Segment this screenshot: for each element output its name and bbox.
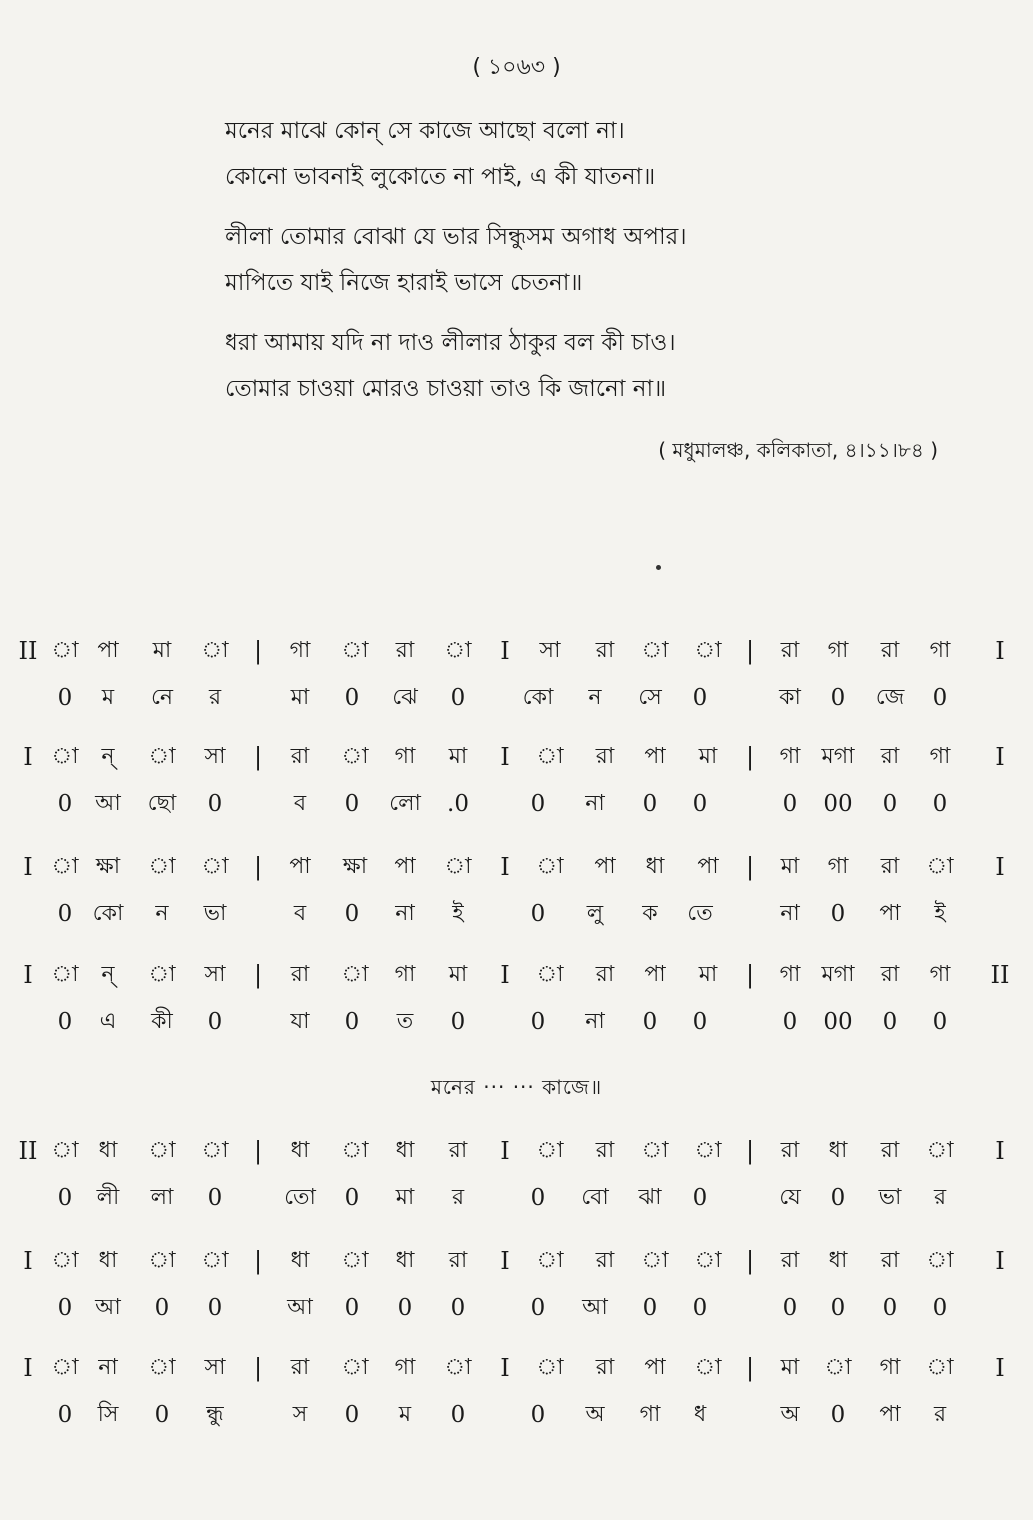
lyric-line: মনের মাঝে কোন্ সে কাজে আছো বলো না। <box>225 118 625 144</box>
swara-note: া <box>51 1355 79 1380</box>
bar-line: I <box>23 853 33 881</box>
swara-note: া <box>341 1248 369 1273</box>
source-citation: ( মধুমালঞ্চ, কলিকাতা, ৪।১১।৮৪ ) <box>658 438 938 462</box>
swara-note: া <box>148 1355 176 1380</box>
bani-syllable: র <box>933 1402 947 1427</box>
bar-line: II <box>18 637 38 665</box>
swara-note: া <box>926 1138 954 1163</box>
swara-note: গা <box>929 744 951 769</box>
bani-syllable: 0 <box>830 1402 846 1428</box>
swara-note: ধা <box>395 1248 415 1273</box>
bani-syllable: স <box>292 1402 308 1427</box>
bani-syllable: 0 <box>530 901 546 927</box>
swara-note: া <box>341 1138 369 1163</box>
swara-note: া <box>444 854 472 879</box>
bani-syllable: 0 <box>530 1009 546 1035</box>
bar-line: I <box>500 853 510 881</box>
bani-syllable: লো <box>389 791 421 816</box>
swara-note: রা <box>780 1248 800 1273</box>
bani-syllable: এ <box>99 1009 117 1034</box>
bar-line: | <box>745 961 755 989</box>
bani-syllable: আ <box>95 1295 121 1320</box>
bani-syllable: কো <box>92 901 124 926</box>
bani-syllable: 0 <box>57 901 73 927</box>
swara-note: ধা <box>290 1248 310 1273</box>
bani-syllable: 0 <box>344 685 360 711</box>
swara-note: রা <box>880 744 900 769</box>
swara-note: গা <box>929 638 951 663</box>
swara-note: রা <box>880 1248 900 1273</box>
bani-syllable: ক <box>642 901 658 926</box>
bani-syllable: 0 <box>57 1295 73 1321</box>
bani-syllable: 0 <box>207 1009 223 1035</box>
swara-row <box>0 960 1033 990</box>
swara-note: রা <box>595 744 615 769</box>
swara-note: পা <box>644 744 666 769</box>
swara-note: া <box>148 854 176 879</box>
swara-note: ন্ <box>101 744 115 769</box>
bani-syllable: 0 <box>57 1009 73 1035</box>
bani-syllable: 0 <box>782 1009 798 1035</box>
bani-syllable: কী <box>151 1009 173 1034</box>
swara-note: মগা <box>821 744 855 769</box>
bar-line: I <box>500 961 510 989</box>
bani-syllable: 0 <box>344 901 360 927</box>
bani-syllable: 0 <box>692 1185 708 1211</box>
swara-note: না <box>98 1355 118 1380</box>
bani-syllable: কো <box>522 685 554 710</box>
bani-syllable: যা <box>290 1009 310 1034</box>
swara-note: া <box>536 854 564 879</box>
bani-row <box>0 789 1033 819</box>
bani-syllable: 0 <box>932 791 948 817</box>
bani-syllable: 0 <box>397 1295 413 1321</box>
bani-syllable: মা <box>395 1185 415 1210</box>
lyric-line: লীলা তোমার বোঝা যে ভার সিন্ধুসম অগাধ অপার। <box>225 224 687 250</box>
swara-note: ক্ষা <box>95 854 121 879</box>
bani-syllable: 0 <box>692 1295 708 1321</box>
bar-line: II <box>18 1137 38 1165</box>
ornament-dot <box>656 565 661 570</box>
bani-syllable: ন <box>588 685 602 710</box>
swara-note: পা <box>594 854 616 879</box>
swara-note: মগা <box>821 962 855 987</box>
bani-syllable: ভা <box>878 1185 902 1210</box>
swara-note: ধা <box>395 1138 415 1163</box>
swara-note: া <box>51 962 79 987</box>
swara-note: রা <box>595 962 615 987</box>
bar-line: I <box>995 743 1005 771</box>
swara-row <box>0 1246 1033 1276</box>
bani-syllable: ধ <box>693 1402 707 1427</box>
bani-syllable: 0 <box>344 1009 360 1035</box>
swara-note: মা <box>152 638 172 663</box>
bani-syllable: 0 <box>932 685 948 711</box>
swara-note: পা <box>394 854 416 879</box>
swara-row <box>0 742 1033 772</box>
bani-syllable: না <box>585 791 605 816</box>
bar-line: | <box>253 1137 263 1165</box>
swara-note: ধা <box>645 854 665 879</box>
bani-syllable: 0 <box>57 685 73 711</box>
bani-syllable: অ <box>585 1402 605 1427</box>
swara-note: া <box>341 1355 369 1380</box>
bani-syllable: ন <box>155 901 169 926</box>
bar-line: I <box>23 961 33 989</box>
swara-note: রা <box>595 1248 615 1273</box>
swara-note: রা <box>595 638 615 663</box>
swara-note: রা <box>780 638 800 663</box>
swara-note: মা <box>448 744 468 769</box>
bar-line: | <box>253 743 263 771</box>
bani-row <box>0 1183 1033 1213</box>
swara-note: গা <box>929 962 951 987</box>
bani-syllable: 0 <box>782 1295 798 1321</box>
bar-line: | <box>253 637 263 665</box>
bar-line: | <box>253 1354 263 1382</box>
bani-syllable: সে <box>638 685 662 710</box>
swara-note: পা <box>97 638 119 663</box>
swara-note: া <box>926 1355 954 1380</box>
swara-note: ন্ <box>101 962 115 987</box>
bani-syllable: ভা <box>203 901 227 926</box>
bani-syllable: নে <box>150 685 174 710</box>
swara-note: রা <box>595 1138 615 1163</box>
swara-note: া <box>341 744 369 769</box>
bar-line: | <box>253 961 263 989</box>
bani-syllable: না <box>395 901 415 926</box>
bani-syllable: আ <box>287 1295 313 1320</box>
bar-line: I <box>995 637 1005 665</box>
bar-line: | <box>745 1354 755 1382</box>
bani-syllable: 0 <box>932 1295 948 1321</box>
bani-syllable: ছো <box>147 791 177 816</box>
refrain-marker: মনের ··· ··· কাজে॥ <box>430 1075 603 1099</box>
swara-note: া <box>51 854 79 879</box>
lyric-line: ধরা আমায় যদি না দাও লীলার ঠাকুর বল কী চাও। <box>225 330 676 356</box>
bani-row <box>0 899 1033 929</box>
swara-note: রা <box>448 1138 468 1163</box>
swara-note: ধা <box>828 1248 848 1273</box>
swara-note: ধা <box>290 1138 310 1163</box>
bani-syllable: গা <box>639 1402 661 1427</box>
bani-syllable: 0 <box>882 791 898 817</box>
swara-note: া <box>341 962 369 987</box>
bani-syllable: ই <box>452 901 464 926</box>
lyric-stanza <box>225 108 687 200</box>
page-number: ( ১০৬৩ ) <box>472 55 561 80</box>
bani-syllable: ম <box>398 1402 412 1427</box>
bani-syllable: ই <box>934 901 946 926</box>
swara-note: া <box>341 638 369 663</box>
swara-row <box>0 636 1033 666</box>
bani-syllable: লা <box>150 1185 174 1210</box>
bani-syllable: 0 <box>530 1295 546 1321</box>
bani-syllable: 0 <box>642 1009 658 1035</box>
bani-syllable: 0 <box>207 1295 223 1321</box>
bani-syllable: 0 <box>57 791 73 817</box>
lyric-stanza <box>225 320 687 412</box>
bar-line: I <box>23 1247 33 1275</box>
bani-syllable: পা <box>879 901 901 926</box>
swara-note: রা <box>290 744 310 769</box>
bani-syllable: যে <box>779 1185 801 1210</box>
bani-syllable: জে <box>875 685 905 710</box>
bani-syllable: তো <box>284 1185 316 1210</box>
bani-syllable: ম <box>101 685 115 710</box>
bani-syllable: ব <box>293 791 307 816</box>
bani-syllable: 0 <box>782 791 798 817</box>
bani-syllable: 0 <box>882 1009 898 1035</box>
swara-note: রা <box>880 638 900 663</box>
bani-syllable: ত <box>396 1009 414 1034</box>
bar-line: I <box>995 1247 1005 1275</box>
bar-line: I <box>500 743 510 771</box>
bani-syllable: না <box>585 1009 605 1034</box>
swara-note: া <box>926 1248 954 1273</box>
swara-note: া <box>641 1138 669 1163</box>
bani-syllable: বো <box>581 1185 609 1210</box>
swara-note: গা <box>394 744 416 769</box>
swara-note: ধা <box>98 1138 118 1163</box>
swara-note: া <box>694 1138 722 1163</box>
swara-note: া <box>536 1248 564 1273</box>
swara-note: া <box>201 1248 229 1273</box>
swara-note: মা <box>780 854 800 879</box>
bani-syllable: মা <box>290 685 310 710</box>
swara-note: া <box>444 638 472 663</box>
bani-syllable: 0 <box>450 1402 466 1428</box>
bar-line: I <box>995 1354 1005 1382</box>
swara-note: সা <box>204 962 226 987</box>
bani-syllable: 0 <box>830 1185 846 1211</box>
swara-note: া <box>536 744 564 769</box>
swara-note: রা <box>290 962 310 987</box>
bani-syllable: আ <box>582 1295 608 1320</box>
bani-syllable: র <box>451 1185 465 1210</box>
swara-note: া <box>926 854 954 879</box>
swara-note: া <box>201 1138 229 1163</box>
bani-syllable: 0 <box>344 1185 360 1211</box>
bani-syllable: 0 <box>692 791 708 817</box>
bar-line: I <box>500 1137 510 1165</box>
bani-syllable: 0 <box>830 1295 846 1321</box>
swara-note: া <box>694 1355 722 1380</box>
bani-syllable: 0 <box>450 1295 466 1321</box>
bar-line: I <box>500 637 510 665</box>
lyrics-block <box>225 108 687 426</box>
bani-syllable: 0 <box>450 1009 466 1035</box>
bani-syllable: 0 <box>642 1295 658 1321</box>
bar-line: II <box>990 961 1010 989</box>
bar-line: I <box>995 1137 1005 1165</box>
swara-note: গা <box>827 854 849 879</box>
bani-syllable: না <box>780 901 800 926</box>
swara-row <box>0 1136 1033 1166</box>
bani-syllable: 0 <box>932 1009 948 1035</box>
swara-note: রা <box>780 1138 800 1163</box>
bar-line: | <box>253 1247 263 1275</box>
bar-line: | <box>745 853 755 881</box>
swara-note: া <box>51 1138 79 1163</box>
swara-note: া <box>148 1248 176 1273</box>
bani-syllable: 00 <box>823 1009 853 1035</box>
bani-syllable: 0 <box>830 685 846 711</box>
lyric-stanza <box>225 214 687 306</box>
bani-syllable: 0 <box>57 1402 73 1428</box>
swara-note: মা <box>698 962 718 987</box>
swara-note: রা <box>290 1355 310 1380</box>
swara-note: মা <box>448 962 468 987</box>
swara-note: া <box>694 1248 722 1273</box>
lyric-line: তোমার চাওয়া মোরও চাওয়া তাও কি জানো না॥ <box>225 376 667 402</box>
swara-note: া <box>694 638 722 663</box>
swara-note: রা <box>595 1355 615 1380</box>
bani-syllable: 0 <box>344 1402 360 1428</box>
bani-syllable: 0 <box>450 685 466 711</box>
bani-syllable: 0 <box>154 1295 170 1321</box>
swara-note: া <box>444 1355 472 1380</box>
bar-line: I <box>23 1354 33 1382</box>
swara-note: মা <box>780 1355 800 1380</box>
swara-note: া <box>51 1248 79 1273</box>
swara-note: া <box>201 854 229 879</box>
swara-note: গা <box>394 1355 416 1380</box>
swara-note: গা <box>779 744 801 769</box>
lyric-line: মাপিতে যাই নিজে হারাই ভাসে চেতনা॥ <box>225 270 583 296</box>
swara-note: পা <box>644 1355 666 1380</box>
swara-note: পা <box>644 962 666 987</box>
bani-syllable: 0 <box>830 901 846 927</box>
swara-note: ক্ষা <box>342 854 368 879</box>
lyric-line: কোনো ভাবনাই লুকোতে না পাই, এ কী যাতনা॥ <box>225 164 656 190</box>
bani-syllable: 0 <box>530 1185 546 1211</box>
bani-syllable: 0 <box>207 1185 223 1211</box>
bar-line: | <box>745 743 755 771</box>
bar-line: I <box>995 853 1005 881</box>
swara-note: া <box>536 1138 564 1163</box>
swara-note: ধা <box>828 1138 848 1163</box>
swara-note: রা <box>880 854 900 879</box>
bani-syllable: লু <box>586 901 604 926</box>
bar-line: | <box>745 1247 755 1275</box>
bani-row <box>0 1400 1033 1430</box>
swara-note: সা <box>539 638 561 663</box>
bani-syllable: 0 <box>344 1295 360 1321</box>
bani-syllable: ঝা <box>638 1185 662 1210</box>
bani-syllable: 0 <box>57 1185 73 1211</box>
bani-syllable: পা <box>879 1402 901 1427</box>
swara-row <box>0 852 1033 882</box>
swara-note: গা <box>394 962 416 987</box>
bani-syllable: আ <box>95 791 121 816</box>
swara-note: া <box>641 1248 669 1273</box>
swara-note: রা <box>880 962 900 987</box>
swara-note: া <box>641 638 669 663</box>
swara-note: া <box>148 1138 176 1163</box>
bani-syllable: 0 <box>692 1009 708 1035</box>
bani-syllable: র <box>208 685 222 710</box>
bani-syllable: র <box>933 1185 947 1210</box>
swara-row <box>0 1353 1033 1383</box>
swara-note: রা <box>880 1138 900 1163</box>
bani-syllable: ঝে <box>392 685 418 710</box>
swara-note: পা <box>697 854 719 879</box>
swara-note: মা <box>698 744 718 769</box>
bar-line: | <box>253 853 263 881</box>
swara-note: সা <box>204 1355 226 1380</box>
swara-note: রা <box>395 638 415 663</box>
bani-row <box>0 683 1033 713</box>
bani-syllable: 0 <box>530 1402 546 1428</box>
swara-note: া <box>536 1355 564 1380</box>
swara-note: া <box>824 1355 852 1380</box>
swara-note: া <box>51 638 79 663</box>
bani-row <box>0 1007 1033 1037</box>
swara-note: া <box>148 744 176 769</box>
swara-note: া <box>201 638 229 663</box>
bar-line: I <box>500 1354 510 1382</box>
bar-line: I <box>23 743 33 771</box>
bani-syllable: কা <box>779 685 801 710</box>
bani-syllable: অ <box>780 1402 800 1427</box>
bani-syllable: তে <box>687 901 713 926</box>
swara-note: গা <box>827 638 849 663</box>
swara-note: া <box>51 744 79 769</box>
bani-syllable: .0 <box>447 791 469 817</box>
bar-line: | <box>745 637 755 665</box>
swara-note: ধা <box>98 1248 118 1273</box>
swara-note: গা <box>779 962 801 987</box>
swara-note: রা <box>448 1248 468 1273</box>
swara-note: সা <box>204 744 226 769</box>
bani-syllable: 0 <box>154 1402 170 1428</box>
bani-syllable: ন্ধু <box>206 1402 224 1427</box>
bani-row <box>0 1293 1033 1323</box>
bani-syllable: 0 <box>692 685 708 711</box>
swara-note: া <box>148 962 176 987</box>
bani-syllable: 0 <box>530 791 546 817</box>
swara-note: া <box>536 962 564 987</box>
bani-syllable: সি <box>97 1402 119 1427</box>
bani-syllable: 0 <box>642 791 658 817</box>
bani-syllable: ব <box>293 901 307 926</box>
swara-note: গা <box>879 1355 901 1380</box>
swara-note: পা <box>289 854 311 879</box>
bani-syllable: লী <box>96 1185 120 1210</box>
bani-syllable: 00 <box>823 791 853 817</box>
bani-syllable: 0 <box>344 791 360 817</box>
swara-note: গা <box>289 638 311 663</box>
bani-syllable: 0 <box>207 791 223 817</box>
bar-line: I <box>500 1247 510 1275</box>
bar-line: | <box>745 1137 755 1165</box>
bani-syllable: 0 <box>882 1295 898 1321</box>
